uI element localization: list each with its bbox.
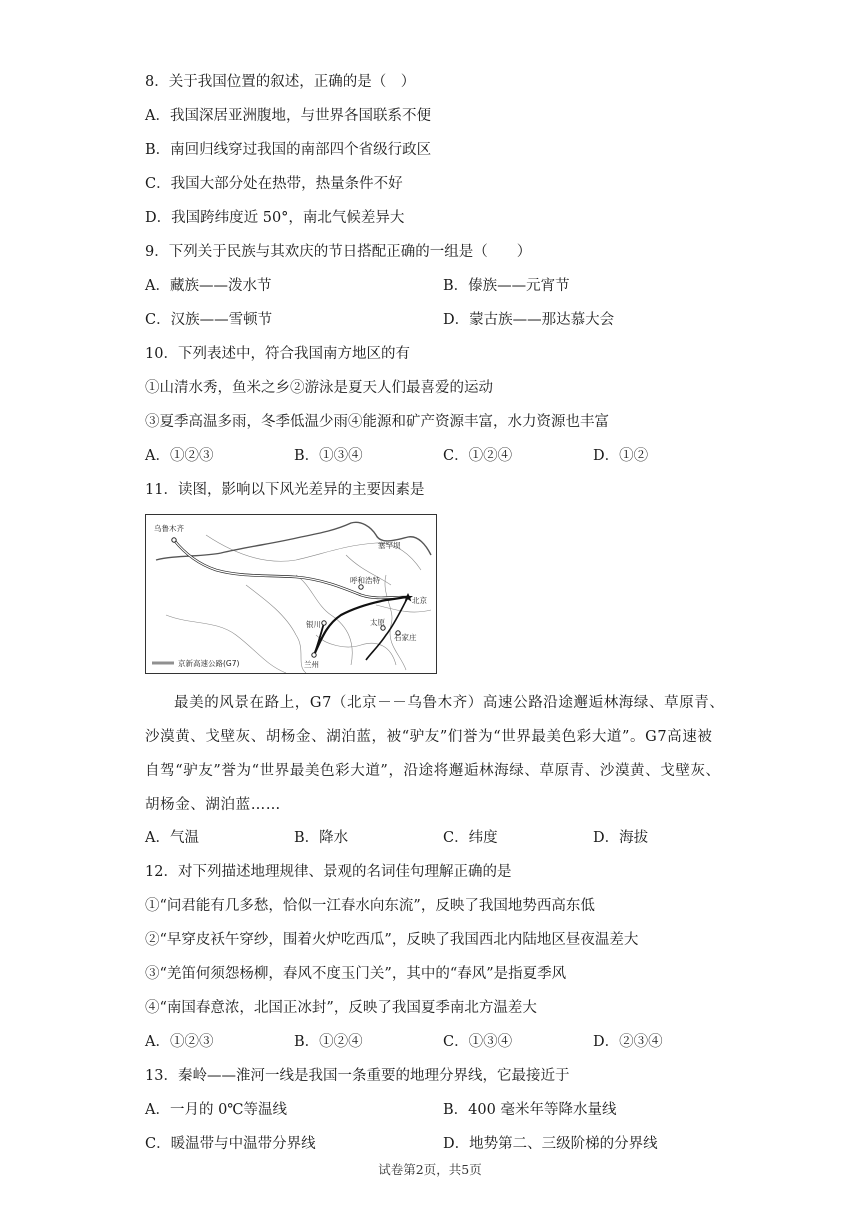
q10-option-b: B．①③④: [294, 448, 363, 464]
q12-item-4: ④“南国春意浓，北国正冰封”，反映了我国夏季南北方温差大: [145, 1000, 537, 1016]
q10-option-a: A．①②③: [145, 448, 214, 464]
g7-route-map: [145, 514, 437, 674]
q10-option-c: C．①②④: [443, 448, 513, 464]
q11-passage: 最美的风景在路上，G7（北京－－乌鲁木齐）高速公路沿途邂逅林海绿、草原青、沙漠黄、戈壁灰、胡杨金、湖泊蓝，被“驴友”们誉为“世界最美色彩大道”。G7高速被自驾“驴友”誉为“世界最美色彩大道”，沿途将邂逅林海绿、草原青、沙漠黄、戈壁灰、胡杨金、湖泊蓝……: [145, 695, 725, 813]
label-lanzhou: 兰州: [304, 660, 319, 669]
q13-option-a: A．一月的 0℃等温线: [145, 1102, 288, 1118]
g7-highway: [174, 540, 408, 598]
q9-option-b: B．傣族——元宵节: [443, 278, 570, 294]
q13-option-c: C．暖温带与中温带分界线: [145, 1136, 316, 1152]
q11-stem: 11．读图，影响以下风光差异的主要因素是: [145, 482, 425, 498]
q12-option-a: A．①②③: [145, 1034, 214, 1050]
legend-label: 京新高速公路(G7): [178, 659, 240, 668]
q8-option-c: C．我国大部分处在热带，热量条件不好: [145, 176, 403, 192]
q9-option-d: D．蒙古族——那达慕大会: [443, 312, 615, 328]
route-yinchuan-beijing: [314, 597, 408, 655]
q8-stem: 8．关于我国位置的叙述，正确的是（ ）: [145, 74, 416, 90]
q10-option-d: D．①②: [593, 448, 649, 464]
label-taiyuan: 太原: [370, 618, 385, 627]
route-beijing-south: [366, 597, 408, 660]
q13-option-b: B．400 毫米年等降水量线: [443, 1102, 617, 1118]
q8-option-a: A．我国深居亚洲腹地，与世界各国联系不便: [145, 108, 431, 124]
q11-option-b: B．降水: [294, 830, 349, 846]
q12-option-b: B．①②④: [294, 1034, 363, 1050]
q12-stem: 12．对下列描述地理规律、景观的名词佳句理解正确的是: [145, 864, 512, 880]
q10-statement-2: ③夏季高温多雨，冬季低温少雨④能源和矿产资源丰富，水力资源也丰富: [145, 414, 609, 430]
label-hohhot: 呼和浩特: [350, 576, 380, 585]
q13-option-d: D．地势第二、三级阶梯的分界线: [443, 1136, 658, 1152]
boundary-lines: [166, 535, 431, 673]
q12-item-2: ②“早穿皮袄午穿纱，围着火炉吃西瓜”，反映了我国西北内陆地区昼夜温差大: [145, 932, 639, 948]
q12-option-d: D．②③④: [593, 1034, 663, 1050]
q8-option-d: D．我国跨纬度近 50°，南北气候差异大: [145, 210, 405, 226]
label-urumqi: 乌鲁木齐: [154, 524, 184, 533]
q12-option-c: C．①③④: [443, 1034, 513, 1050]
q9-stem: 9．下列关于民族与其欢庆的节日搭配正确的一组是（ ）: [145, 244, 532, 260]
page-footer: 试卷第2页，共5页: [378, 1162, 482, 1177]
label-saihanba: 塞罕坝: [378, 541, 401, 550]
q11-option-c: C．纬度: [443, 830, 498, 846]
label-yinchuan: 银川: [306, 620, 321, 629]
q9-option-c: C．汉族——雪顿节: [145, 312, 273, 328]
q8-option-b: B．南回归线穿过我国的南部四个省级行政区: [145, 142, 432, 158]
label-shijiazhuang: 石家庄: [394, 633, 417, 642]
q13-stem: 13．秦岭——淮河一线是我国一条重要的地理分界线，它最接近于: [145, 1068, 570, 1084]
q10-stem: 10．下列表述中，符合我国南方地区的有: [145, 346, 410, 362]
q11-option-d: D．海拔: [593, 830, 649, 846]
map-svg: [146, 515, 436, 673]
label-beijing: 北京: [412, 596, 427, 605]
q12-item-3: ③“羌笛何须怨杨柳，春风不度玉门关”，其中的“春风”是指夏季风: [145, 966, 567, 982]
q10-statement-1: ①山清水秀，鱼米之乡②游泳是夏天人们最喜爱的运动: [145, 380, 493, 396]
q9-option-a: A．藏族——泼水节: [145, 278, 272, 294]
g7-highway-inner: [174, 540, 408, 598]
q11-option-a: A．气温: [145, 830, 199, 846]
q12-item-1: ①“问君能有几多愁，恰似一江春水向东流”，反映了我国地势西高东低: [145, 898, 595, 914]
